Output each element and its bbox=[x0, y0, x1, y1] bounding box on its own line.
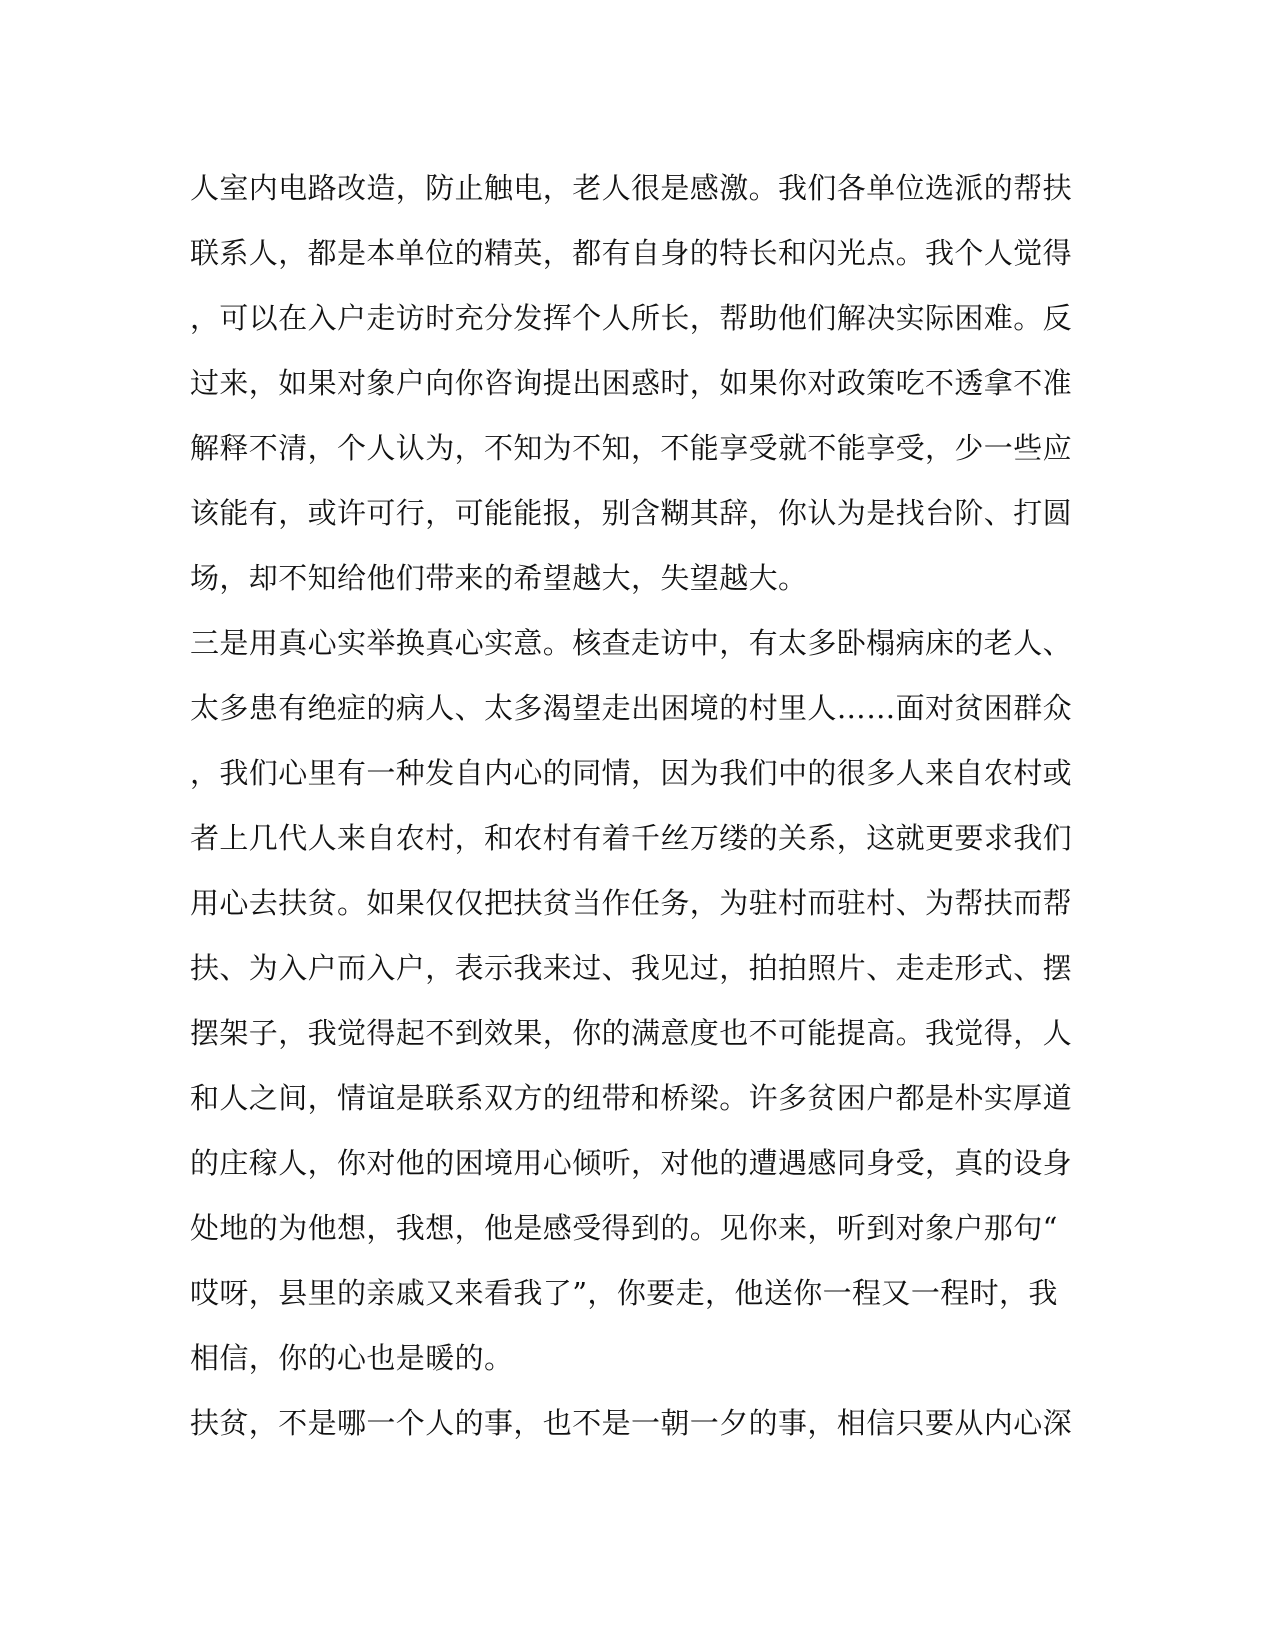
text-line: 联系人，都是本单位的精英，都有自身的特长和闪光点。我个人觉得 bbox=[190, 236, 1073, 270]
text-line: ，可以在入户走访时充分发挥个人所长，帮助他们解决实际困难。反 bbox=[190, 301, 1073, 335]
text-line: 三是用真心实举换真心实意。核查走访中，有太多卧榻病床的老人、 bbox=[190, 626, 1073, 660]
text-line: 哎呀，县里的亲戚又来看我了”，你要走，他送你一程又一程时，我 bbox=[190, 1276, 1058, 1310]
text-line: 用心去扶贫。如果仅仅把扶贫当作任务，为驻村而驻村、为帮扶而帮 bbox=[190, 886, 1073, 920]
text-line: 的庄稼人，你对他的困境用心倾听，对他的遭遇感同身受，真的设身 bbox=[190, 1146, 1073, 1180]
text-line: 处地的为他想，我想，他是感受得到的。见你来，听到对象户那句“ bbox=[190, 1211, 1058, 1245]
text-line: 扶、为入户而入户，表示我来过、我见过，拍拍照片、走走形式、摆 bbox=[190, 951, 1073, 985]
text-line: 该能有，或许可行，可能能报，别含糊其辞，你认为是找台阶、打圆 bbox=[190, 496, 1073, 530]
text-line: 人室内电路改造，防止触电，老人很是感激。我们各单位选派的帮扶 bbox=[190, 171, 1073, 205]
text-line: 和人之间，情谊是联系双方的纽带和桥梁。许多贫困户都是朴实厚道 bbox=[190, 1081, 1073, 1115]
text-line: 扶贫，不是哪一个人的事，也不是一朝一夕的事，相信只要从内心深 bbox=[190, 1406, 1073, 1440]
text-line: 摆架子，我觉得起不到效果，你的满意度也不可能提高。我觉得，人 bbox=[190, 1016, 1073, 1050]
text-line: 场，却不知给他们带来的希望越大，失望越大。 bbox=[190, 561, 808, 595]
text-line: 过来，如果对象户向你咨询提出困惑时，如果你对政策吃不透拿不准 bbox=[190, 366, 1073, 400]
text-line: 太多患有绝症的病人、太多渴望走出困境的村里人……面对贫困群众 bbox=[190, 691, 1073, 725]
document-body bbox=[190, 156, 1073, 1456]
text-line: 解释不清，个人认为，不知为不知，不能享受就不能享受，少一些应 bbox=[190, 431, 1073, 465]
text-line: ，我们心里有一种发自内心的同情，因为我们中的很多人来自农村或 bbox=[190, 756, 1073, 790]
text-line: 者上几代人来自农村，和农村有着千丝万缕的关系，这就更要求我们 bbox=[190, 821, 1073, 855]
text-line: 相信，你的心也是暖的。 bbox=[190, 1341, 514, 1375]
